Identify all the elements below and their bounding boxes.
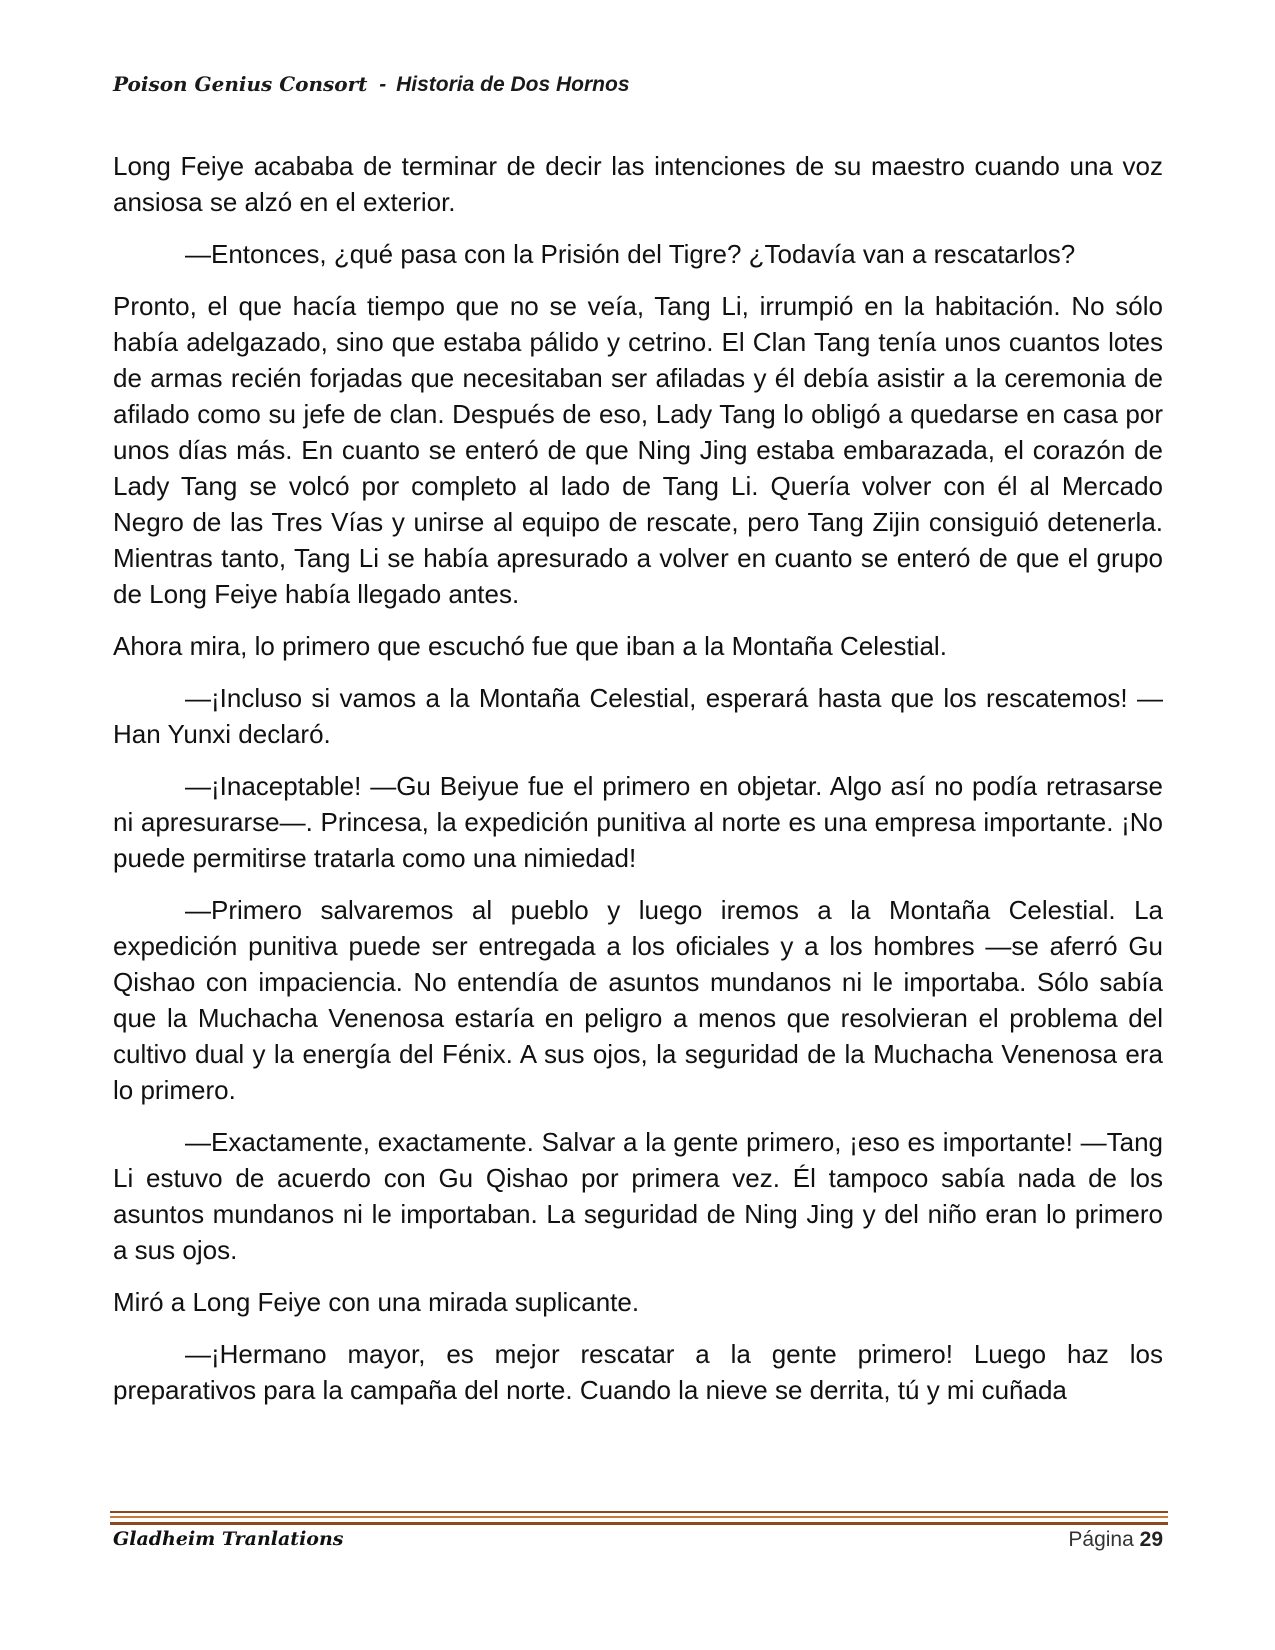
footer-divider <box>110 1511 1168 1525</box>
page-number-block <box>1068 1528 1163 1552</box>
paragraph: Miró a Long Feiye con una mirada suplicante. <box>113 1287 640 1317</box>
page-label: Página <box>1068 1528 1134 1551</box>
paragraph: —Primero salvaremos al pueblo y luego iremos a la Montaña Celestial. La expedición punitiva puede ser entregada a los oficiales y a los hombres —se aferró Gu Qishao con impaciencia. No entendía de asuntos mundanos ni le importaba. Sólo sabía que la Muchacha Venenosa estaría en peligro a menos que resolvieran el problema del cultivo dual y la energía del Fénix. A sus ojos, la seguridad de la Muchacha Venenosa era lo primero. <box>113 895 1163 1105</box>
page-body <box>113 148 1163 1424</box>
chapter-title: Historia de Dos Hornos <box>396 73 630 96</box>
page-header <box>113 72 630 97</box>
header-separator: - <box>379 73 387 96</box>
footer-publisher: Gladheim Tranlations <box>113 1528 344 1550</box>
paragraph: —¡Incluso si vamos a la Montaña Celestial, esperará hasta que los rescatemos! —Han Yunxi declaró. <box>113 683 1163 749</box>
paragraph: —Exactamente, exactamente. Salvar a la gente primero, ¡eso es importante! —Tang Li estuvo de acuerdo con Gu Qishao por primera vez. Él tampoco sabía nada de los asuntos mundanos ni le importaban. La seguridad de Ning Jing y del niño eran lo primero a sus ojos. <box>113 1127 1163 1265</box>
paragraph: Long Feiye acababa de terminar de decir las intenciones de su maestro cuando una voz ansiosa se alzó en el exterior. <box>113 151 1163 217</box>
paragraph: —¡Inaceptable! —Gu Beiyue fue el primero en objetar. Algo así no podía retrasarse ni apresurarse—. Princesa, la expedición punitiva al norte es una empresa importante. ¡No puede permitirse tratarla como una nimiedad! <box>113 771 1163 873</box>
book-title: Poison Genius Consort <box>113 72 368 96</box>
paragraph: Pronto, el que hacía tiempo que no se veía, Tang Li, irrumpió en la habitación. No sólo había adelgazado, sino que estaba pálido y cetrino. El Clan Tang tenía unos cuantos lotes de armas recién forjadas que necesitaban ser afiladas y él debía asistir a la ceremonia de afilado como su jefe de clan. Después de eso, Lady Tang lo obligó a quedarse en casa por unos días más. En cuanto se enteró de que Ning Jing estaba embarazada, el corazón de Lady Tang se volcó por completo al lado de Tang Li. Quería volver con él al Mercado Negro de las Tres Vías y unirse al equipo de rescate, pero Tang Zijin consiguió detenerla. Mientras tanto, Tang Li se había apresurado a volver en cuanto se enteró de que el grupo de Long Feiye había llegado antes. <box>113 291 1163 609</box>
paragraph: —¡Hermano mayor, es mejor rescatar a la gente primero! Luego haz los preparativos para la campaña del norte. Cuando la nieve se derrita, tú y mi cuñada <box>113 1339 1163 1405</box>
paragraph: —Entonces, ¿qué pasa con la Prisión del Tigre? ¿Todavía van a rescatarlos? <box>185 239 1076 269</box>
page-number: 29 <box>1139 1528 1163 1551</box>
paragraph: Ahora mira, lo primero que escuchó fue que iban a la Montaña Celestial. <box>113 631 947 661</box>
